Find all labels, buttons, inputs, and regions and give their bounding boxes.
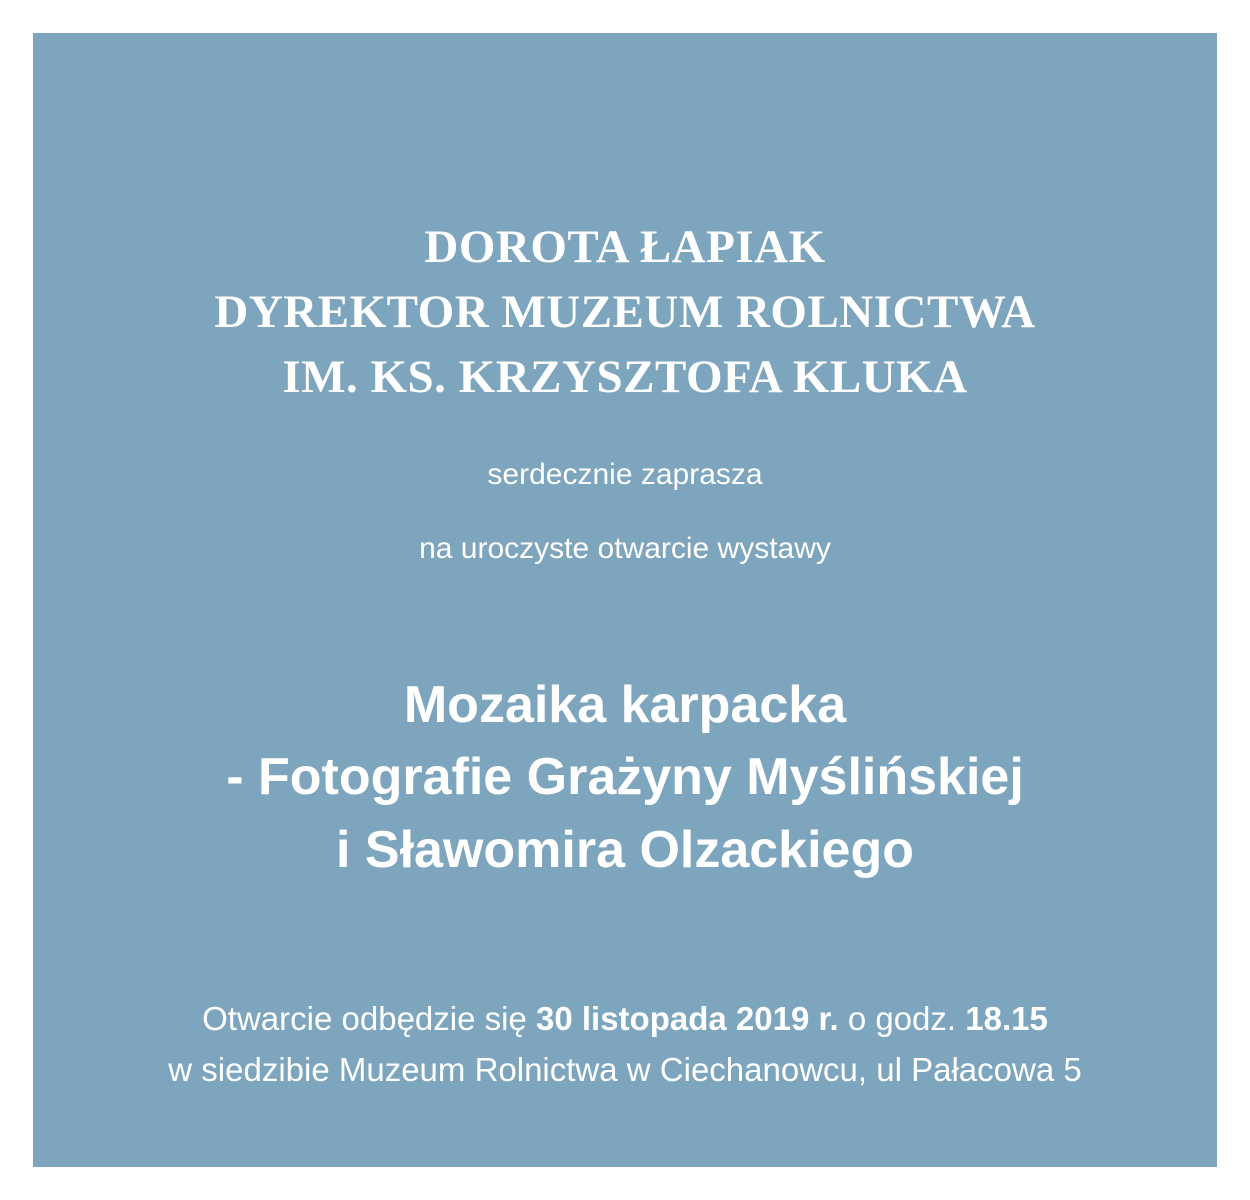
event-details xyxy=(33,993,1217,1095)
host-block xyxy=(33,215,1217,410)
invitation-card xyxy=(33,33,1217,1167)
host-role-line-2: IM. KS. KRZYSZTOFA KLUKA xyxy=(282,350,968,403)
host-role-line-1: DYREKTOR MUZEUM ROLNICTWA xyxy=(214,285,1036,338)
event-time: 18.15 xyxy=(965,999,1048,1037)
event-details-line-2: w siedzibie Muzeum Rolnictwa w Ciechanowcu, ul Pałacowa 5 xyxy=(168,1051,1082,1089)
invitation-line-1: serdecznie zaprasza xyxy=(487,457,763,491)
invitation-block xyxy=(33,457,1217,565)
event-details-line-1 xyxy=(33,993,1217,1044)
invitation-line-2: na uroczyste otwarcie wystawy xyxy=(419,531,831,565)
details-prefix: Otwarcie odbędzie się xyxy=(202,999,536,1037)
host-name: DOROTA ŁAPIAK xyxy=(424,221,826,273)
event-date: 30 listopada 2019 r. xyxy=(535,999,839,1037)
exhibition-title-line-1: Mozaika karpacka xyxy=(403,675,847,734)
exhibition-title-line-3: i Sławomira Olzackiego xyxy=(336,821,914,880)
exhibition-title xyxy=(33,669,1217,887)
exhibition-title-line-2: - Fotografie Grażyny Myślińskiej xyxy=(226,748,1024,807)
details-middle: o godz. xyxy=(838,999,966,1037)
